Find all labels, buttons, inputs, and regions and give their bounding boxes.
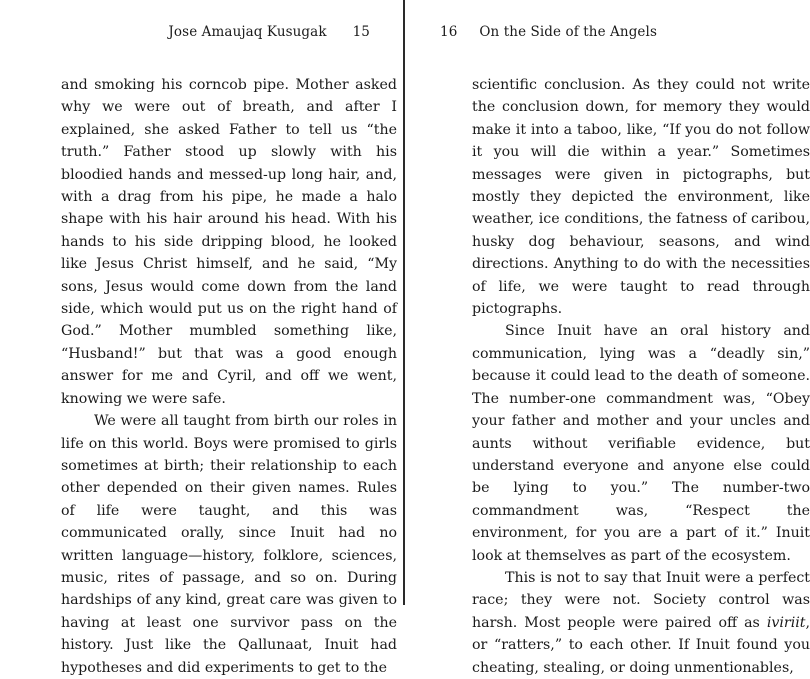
paragraph-text-start: This is not to say that Inuit were a perfect race; they were not. Society control was harsh. Most people were paired off as	[472, 569, 810, 631]
right-body-text	[472, 74, 810, 679]
paragraph: and smoking his corncob pipe. Mother asked why we were out of breath, and after I explained, she asked Father to tell us “the truth.” Father stood up slowly with his bloodied hands and messed-up long hair, and, with a drag from his pipe, he made a halo shape with his hair around his head. With his hands to his side dripping blood, he looked like Jesus Christ himself, and he said, “My sons, Jesus would come down from the land side, which would put us on the right hand of God.” Mother mumbled something like, “Husband!” but that was a good enough answer for me and Cyril, and off we went, knowing we were safe.	[61, 77, 397, 407]
paragraph: Since Inuit have an oral history and communication, lying was a “deadly sin,” because it could lead to the death of someone. The number-one commandment was, “Obey your father and mother and your uncles and aunts without verifiable evidence, but understand everyone and anyone else could be lying to you.” The number-two commandment was, “Respect the environment, for you are a part of it.” Inuit look at themselves as part of the ecosystem.	[472, 323, 810, 564]
paragraph	[472, 567, 810, 679]
left-running-header	[168, 24, 370, 40]
paragraph: We were all taught from birth our roles in life on this world. Boys were promised to girls sometimes at birth; their relationship to each other depended on their given names. Rules of life were taught, and this was communicated orally, since Inuit had no written language—history, folklore, sciences, music, rites of passage, and so on. During hardships of any kind, great care was given to having at least one survivor pass on the history. Just like the Qallunaat, Inuit had hypotheses and did experiments to get to the	[61, 413, 397, 676]
right-running-header	[440, 24, 657, 40]
left-page	[0, 0, 404, 676]
right-running-head-title: On the Side of the Angels	[479, 24, 657, 40]
left-body-text	[61, 74, 397, 679]
right-page-number: 16	[440, 24, 458, 40]
page-gutter-divider	[403, 0, 405, 605]
right-page	[406, 0, 810, 676]
left-page-number: 15	[352, 24, 370, 40]
left-running-head-title: Jose Amaujaq Kusugak	[168, 24, 327, 40]
italic-term: iviriit	[766, 614, 806, 631]
paragraph-text-end: , or “ratters,” to each other. If Inuit found you cheating, stealing, or doing unmentionables,	[472, 614, 810, 676]
paragraph: scientific conclusion. As they could not write the conclusion down, for memory they would make it into a taboo, like, “If you do not follow it you will die within a year.” Sometimes messages were given in pictographs, but mostly they depicted the environment, like weather, ice conditions, the fatness of caribou, husky dog behaviour, seasons, and wind directions. Anything to do with the necessities of life, we were taught to read through pictographs.	[472, 77, 810, 318]
